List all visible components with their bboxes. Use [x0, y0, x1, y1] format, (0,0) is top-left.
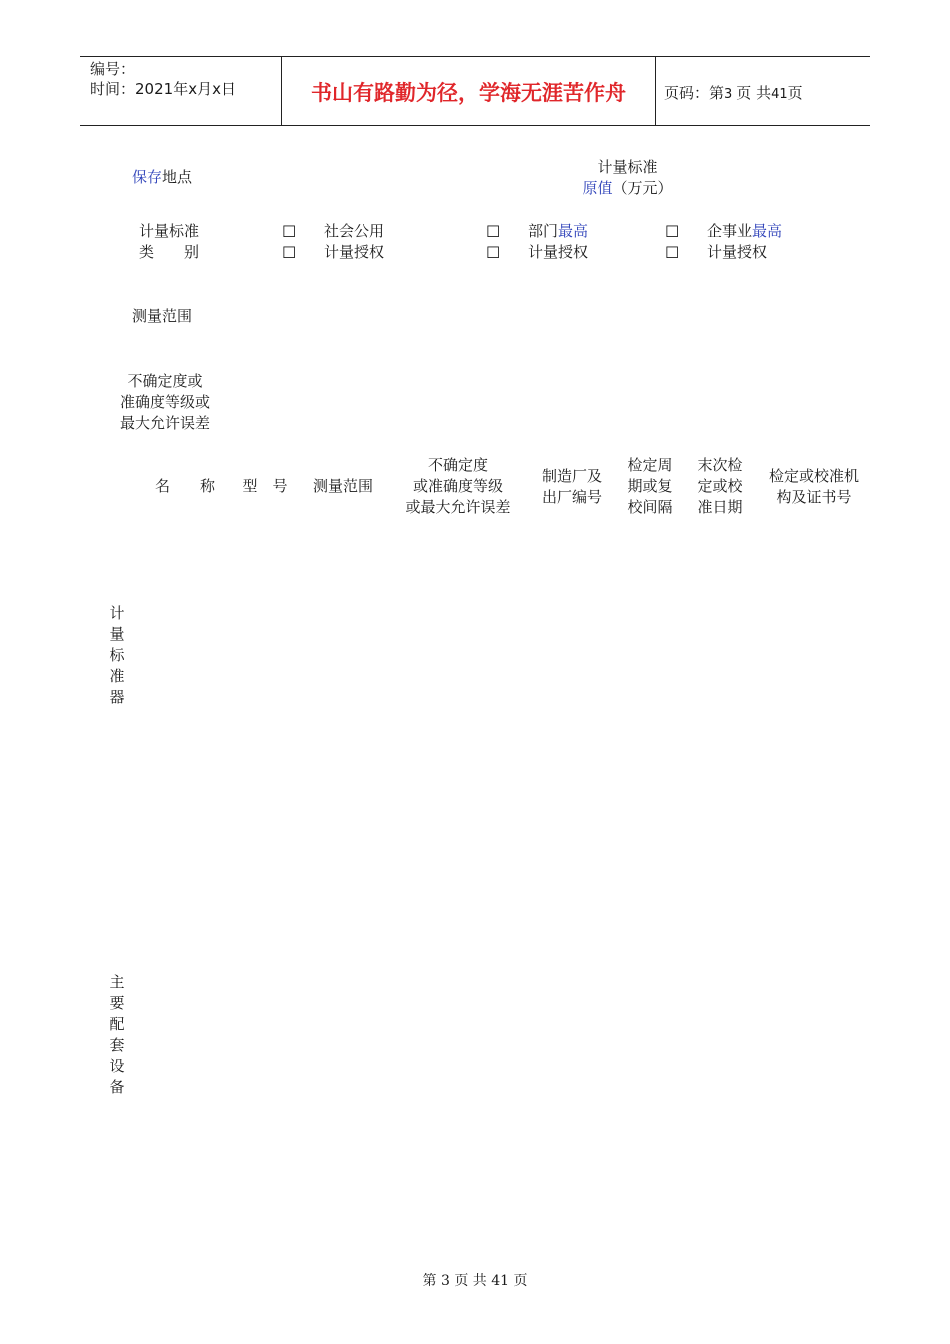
category-checkbox-2[interactable] — [486, 221, 500, 263]
header-line: 期或复 — [627, 477, 673, 495]
option-line1 — [707, 221, 782, 242]
category-checkbox-1[interactable] — [282, 221, 296, 263]
checkbox-icon: ☐ — [665, 243, 680, 262]
page-total: 41 — [771, 87, 788, 102]
header-line: 构及证书号 — [776, 488, 852, 506]
table-header-institution — [758, 466, 870, 508]
header-line: 名 称 — [154, 477, 215, 495]
header-page-info — [664, 57, 803, 125]
page-current: 3 — [724, 87, 733, 102]
footer-p4: 页 — [513, 1273, 528, 1289]
vertical-char: 量 — [109, 625, 125, 643]
table-header-range — [303, 476, 383, 497]
vertical-char: 器 — [109, 688, 125, 706]
category-label — [139, 221, 199, 263]
storage-location-label — [132, 167, 192, 188]
checkbox-icon: ☐ — [282, 243, 297, 262]
category-option-1 — [324, 221, 384, 263]
storage-label-b: 地点 — [162, 168, 193, 186]
vertical-char: 配 — [109, 1015, 125, 1033]
option-text: 部门 — [528, 222, 559, 240]
table-header-period — [618, 455, 682, 518]
category-option-3 — [707, 221, 782, 263]
header-motto: 书山有路勤为径，学海无涯苦作舟 — [311, 81, 626, 105]
table-header-uncertainty — [389, 455, 527, 518]
vertical-char: 套 — [109, 1036, 125, 1054]
header-line: 出厂编号 — [541, 488, 602, 506]
checkbox-icon: ☐ — [486, 243, 501, 262]
page-mid: 页 共 — [736, 84, 772, 102]
vertical-char: 主 — [109, 973, 125, 991]
header-line: 末次检 — [697, 456, 743, 474]
uncertainty-line2: 准确度等级或 — [119, 393, 210, 411]
measure-range-label: 测量范围 — [132, 307, 193, 325]
header-line: 校间隔 — [627, 498, 673, 516]
page-suffix: 页 — [787, 84, 803, 102]
original-value-line2 — [560, 178, 695, 199]
vertical-char: 要 — [109, 994, 125, 1012]
footer-current: 3 — [440, 1273, 450, 1289]
footer-p1: 第 — [422, 1273, 437, 1289]
page-prefix: 页码：第 — [664, 84, 725, 102]
footer-p3: 共 — [472, 1273, 487, 1289]
doc-time-label: 时间： — [90, 80, 136, 98]
footer-p2: 页 — [454, 1273, 469, 1289]
header-line: 检定或校准机 — [768, 467, 859, 485]
footer-total: 41 — [491, 1273, 510, 1289]
uncertainty-line1: 不确定度或 — [127, 372, 203, 390]
category-option-2 — [528, 221, 588, 263]
storage-label-a: 保存 — [132, 168, 163, 186]
vertical-char: 备 — [109, 1078, 125, 1096]
uncertainty-line3: 最大允许误差 — [119, 414, 210, 432]
doc-time-value: 2021年x月x日 — [135, 80, 236, 98]
category-label-line2: 类 别 — [139, 243, 200, 261]
vertical-char: 计 — [109, 604, 125, 622]
vertical-char: 准 — [109, 667, 125, 685]
table-header-name — [147, 476, 223, 497]
checkbox-icon: ☐ — [282, 222, 297, 241]
header-line: 测量范围 — [312, 477, 373, 495]
doc-time — [90, 79, 236, 99]
header-line: 准日期 — [697, 498, 743, 516]
section-equipment-label — [108, 972, 126, 1098]
option-line2: 计量授权 — [528, 243, 589, 261]
checkbox-icon: ☐ — [665, 222, 680, 241]
header-line: 不确定度 — [427, 456, 488, 474]
option-line1 — [528, 221, 588, 242]
header-line: 定或校 — [697, 477, 743, 495]
table-header-model — [232, 476, 298, 497]
vertical-char: 标 — [109, 646, 125, 664]
table-header-last-date — [688, 455, 752, 518]
original-value-a: 原值 — [582, 179, 613, 197]
original-value-b: （万元） — [612, 179, 673, 197]
page-footer — [0, 1270, 950, 1290]
table-header-manufacturer — [533, 466, 611, 508]
header-line: 或最大允许误差 — [405, 498, 511, 516]
category-label-line1: 计量标准 — [139, 222, 200, 240]
section-standard-label — [108, 603, 126, 708]
doc-number-label: 编号： — [90, 60, 136, 78]
original-value-label — [560, 157, 695, 199]
option-line2: 计量授权 — [324, 243, 385, 261]
option-highlight: 最高 — [752, 222, 783, 240]
original-value-line1: 计量标准 — [597, 158, 658, 176]
header-line: 或准确度等级 — [412, 477, 503, 495]
header-line: 制造厂及 — [541, 467, 602, 485]
vertical-char: 设 — [109, 1057, 125, 1075]
header-left — [90, 59, 236, 99]
checkbox-icon: ☐ — [486, 222, 501, 241]
option-line2: 计量授权 — [707, 243, 768, 261]
header-divider-2 — [655, 57, 656, 125]
header-line: 检定周 — [627, 456, 673, 474]
option-text: 企事业 — [707, 222, 753, 240]
option-line1: 社会公用 — [324, 222, 385, 240]
category-checkbox-3[interactable] — [665, 221, 679, 263]
page-header — [80, 56, 870, 126]
uncertainty-label — [104, 371, 226, 434]
option-highlight: 最高 — [558, 222, 589, 240]
header-line: 型 号 — [242, 477, 288, 495]
